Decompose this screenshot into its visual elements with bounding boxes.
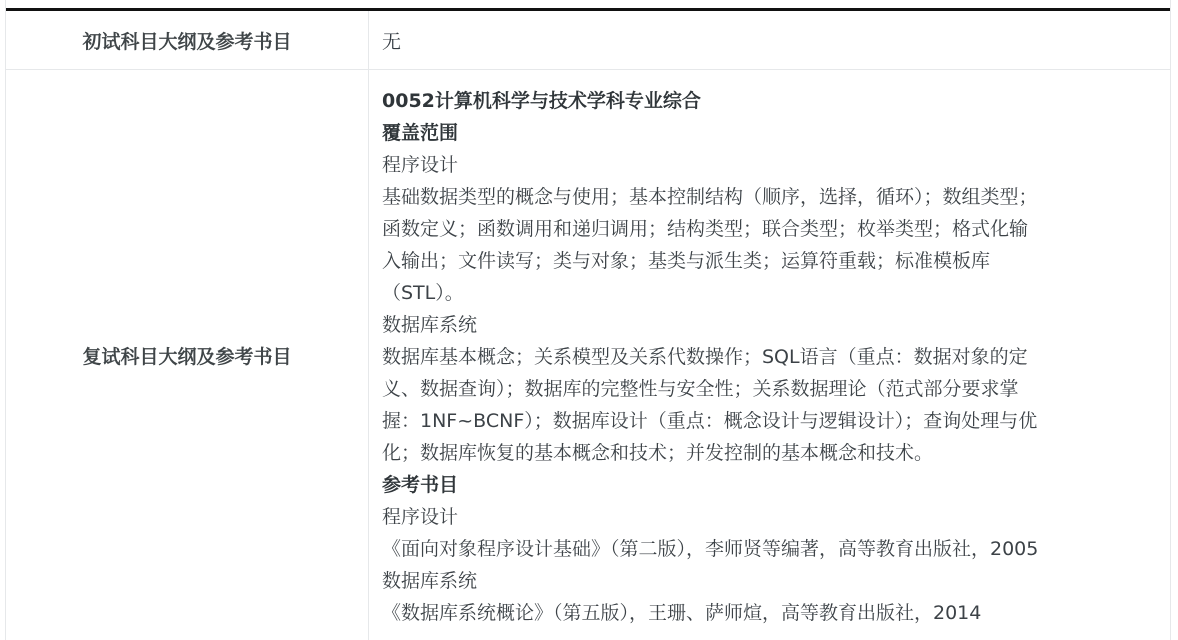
coverage-text-line: 化；数据库恢复的基本概念和技术；并发控制的基本概念和技术。	[382, 442, 934, 464]
row-value-retest	[369, 70, 1170, 640]
row-value-preliminary: 无	[382, 30, 402, 53]
table-row-preliminary	[6, 11, 1170, 70]
subject-title: 0052计算机科学与技术学科专业综合	[382, 90, 701, 112]
coverage-text-line: 函数定义；函数调用和递归调用；结构类型；联合类型；枚举类型；格式化输	[382, 218, 1029, 240]
reference-book-database: 《数据库系统概论》（第五版），王珊、萨师煊，高等教育出版社，2014	[382, 602, 982, 624]
reference-subsection-programming: 程序设计	[382, 506, 459, 528]
table-row-retest	[6, 70, 1170, 640]
subsection-database: 数据库系统	[382, 314, 478, 336]
coverage-text-line: 义、数据查询）；数据库的完整性与安全性；关系数据理论（范式部分要求掌	[382, 378, 1019, 400]
syllabus-table	[5, 0, 1171, 640]
row-label-retest: 复试科目大纲及参考书目	[6, 70, 369, 640]
row-label-preliminary: 初试科目大纲及参考书目	[6, 11, 369, 69]
reference-subsection-database: 数据库系统	[382, 570, 478, 592]
coverage-text-line: 握：1NF~BCNF）；数据库设计（重点：概念设计与逻辑设计）；查询处理与优	[382, 410, 1038, 432]
coverage-text-line: （STL）。	[382, 282, 464, 304]
coverage-text-line: 基础数据类型的概念与使用；基本控制结构（顺序，选择，循环）；数组类型；	[382, 186, 1038, 208]
coverage-text-line: 数据库基本概念；关系模型及关系代数操作；SQL语言（重点：数据对象的定	[382, 346, 1028, 368]
reference-book-programming: 《面向对象程序设计基础》（第二版），李师贤等编著，高等教育出版社，2005	[382, 538, 1039, 560]
section-heading-references: 参考书目	[382, 474, 459, 496]
subsection-programming: 程序设计	[382, 154, 459, 176]
coverage-text-line: 入输出；文件读写；类与对象；基类与派生类；运算符重载；标准模板库	[382, 250, 991, 272]
section-heading-coverage: 覆盖范围	[382, 122, 459, 144]
